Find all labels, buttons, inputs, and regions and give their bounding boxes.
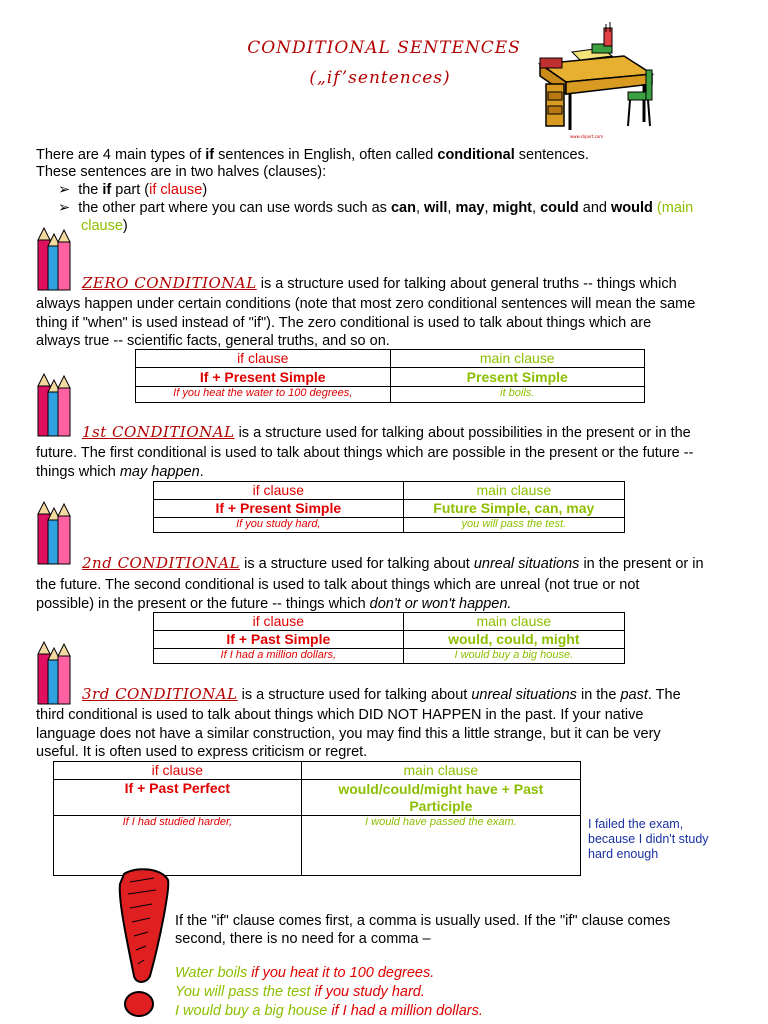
third-side-note: I failed the exam, because I didn't study hard enough [588, 817, 709, 861]
main-clause-example: I would buy a big house. [403, 649, 624, 664]
zero-line-2: always happen under certain conditions (note that most zero conditional sentences will mean the same [36, 296, 696, 312]
if-clause-form: If + Past Perfect [54, 780, 302, 816]
if-clause-example: If I had a million dollars, [154, 649, 404, 664]
first-line-2: future. The first conditional is used to talk about things which are possible in the present or the future -- [36, 445, 694, 461]
main-clause-header: main clause [390, 350, 645, 368]
page-title: CONDITIONAL SENTENCES [247, 38, 521, 58]
if-clause-form: If + Present Simple [136, 368, 391, 387]
pencils-icon [34, 640, 74, 706]
main-clause-form: Present Simple [390, 368, 645, 387]
zero-conditional-table [135, 349, 645, 403]
main-clause-form: Future Simple, can, may [403, 500, 624, 518]
third-conditional-intro: 3rd CONDITIONAL is a structure used for talking about unreal situations in the past. The [82, 685, 681, 703]
intro-bullet-1: ➢ the if part (if clause) [58, 182, 208, 198]
first-line-3: things which may happen. [36, 464, 204, 480]
first-conditional-intro: 1st CONDITIONAL is a structure used for talking about possibilities in the present or in the [82, 423, 691, 441]
zero-conditional-intro: ZERO CONDITIONAL is a structure used for talking about general truths -- things which [82, 274, 677, 292]
if-clause-header: if clause [54, 762, 302, 780]
intro-line-2: These sentences are in two halves (clauses): [36, 164, 327, 180]
comma-example-2: You will pass the test if you study hard. [175, 984, 425, 1000]
if-clause-form: If + Past Simple [154, 631, 404, 649]
if-clause-form: If + Present Simple [154, 500, 404, 518]
arrow-bullet-icon: ➢ [58, 182, 71, 198]
main-clause-example: you will pass the test. [403, 518, 624, 533]
second-conditional-heading: 2nd CONDITIONAL [82, 554, 241, 572]
comma-rule-line-1: If the "if" clause comes first, a comma is usually used. If the "if" clause comes [175, 913, 671, 929]
second-conditional-table [153, 612, 625, 664]
first-conditional-heading: 1st CONDITIONAL [82, 423, 235, 441]
zero-line-3: thing if "when" is used instead of "if"). The zero conditional is used to talk about things which are [36, 315, 652, 331]
zero-line-4: always true -- scientific facts, general truths, and so on. [36, 333, 390, 349]
pencils-icon [34, 372, 74, 438]
clipart-caption: www.clipart.com [570, 134, 604, 139]
pencils-icon [34, 226, 74, 292]
comma-rule-line-2: second, there is no need for a comma – [175, 931, 431, 947]
comma-example-1: Water boils if you heat it to 100 degrees. [175, 965, 435, 981]
intro-bullet-2: ➢ the other part where you can use words such as can, will, may, might, could and would (main [58, 200, 694, 216]
pencils-icon [34, 500, 74, 566]
exclamation-icon [106, 866, 176, 1024]
page-subtitle: („if’sentences) [309, 68, 451, 88]
intro-bullet-2-cont: clause) [81, 218, 128, 234]
if-clause-example: If you heat the water to 100 degrees, [136, 387, 391, 403]
comma-example-3: I would buy a big house if I had a million dollars. [175, 1003, 483, 1019]
main-clause-header: main clause [301, 762, 580, 780]
desk-illustration [532, 22, 662, 140]
third-line-3: language does not have a similar construction, you may find this a little strange, but it can be very [36, 726, 661, 742]
second-conditional-intro: 2nd CONDITIONAL is a structure used for talking about unreal situations in the present or in [82, 554, 704, 572]
intro-line-1: There are 4 main types of if sentences in English, often called conditional sentences. [36, 147, 589, 163]
if-clause-header: if clause [154, 613, 404, 631]
second-line-3: possible) in the present or the future -- things which don't or won't happen. [36, 596, 512, 612]
if-clause-header: if clause [154, 482, 404, 500]
main-clause-example: I would have passed the exam. [301, 816, 580, 876]
if-clause-header: if clause [136, 350, 391, 368]
arrow-bullet-icon: ➢ [58, 200, 71, 216]
third-line-4: useful. It is often used to express criticism or regret. [36, 744, 368, 760]
if-clause-example: If you study hard, [154, 518, 404, 533]
third-line-2: third conditional is used to talk about things which DID NOT HAPPEN in the past. If your native [36, 707, 644, 723]
main-clause-header: main clause [403, 482, 624, 500]
main-clause-header: main clause [403, 613, 624, 631]
first-conditional-table [153, 481, 625, 533]
third-conditional-table [53, 761, 581, 876]
zero-conditional-heading: ZERO CONDITIONAL [82, 274, 257, 292]
second-line-2: the future. The second conditional is used to talk about things which are unreal (not true or not [36, 577, 640, 593]
third-conditional-heading: 3rd CONDITIONAL [82, 685, 238, 703]
if-clause-example: If I had studied harder, [54, 816, 302, 876]
main-clause-form: would/could/might have + Past Participle [301, 780, 580, 816]
main-clause-form: would, could, might [403, 631, 624, 649]
main-clause-example: it boils. [390, 387, 645, 403]
